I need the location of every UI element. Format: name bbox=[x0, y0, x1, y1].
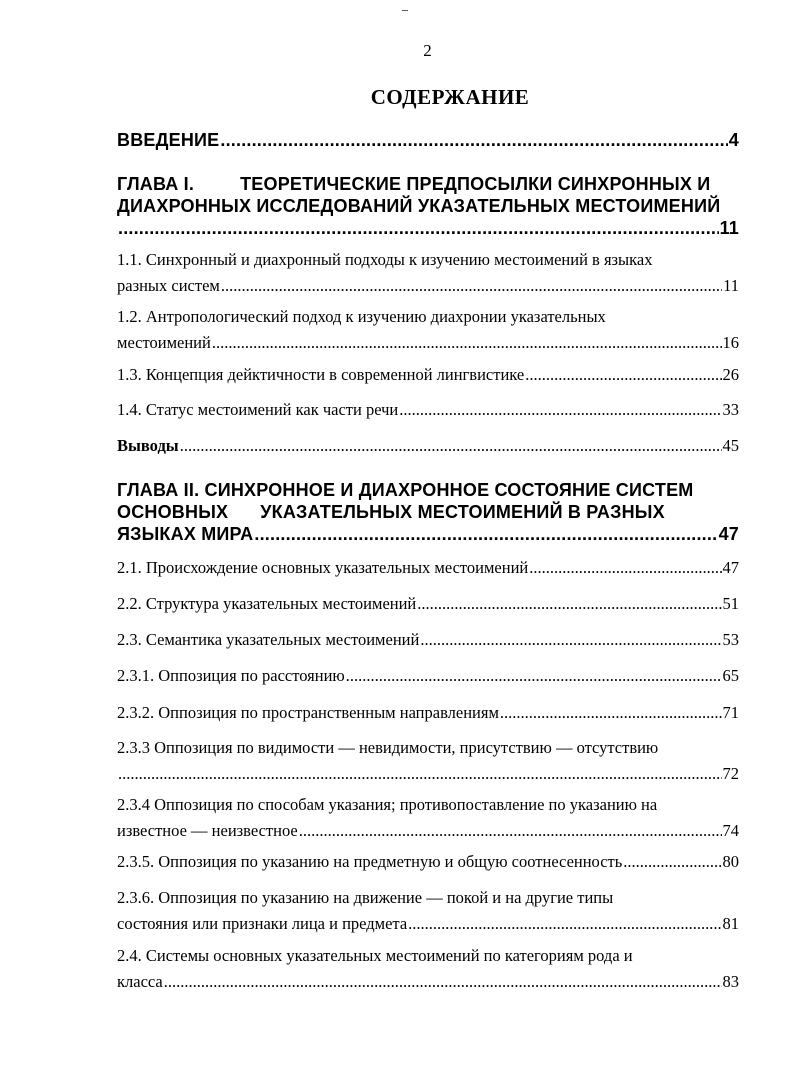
toc-page-number: 4 bbox=[728, 130, 739, 150]
page-number: 2 bbox=[423, 41, 432, 60]
toc-entry-label: 2.3.6. Оппозиция по указанию на движение — покой и на другие типы bbox=[117, 888, 614, 907]
toc-entry-chapter-1[interactable] bbox=[117, 173, 739, 239]
toc-entry-label: ВВЕДЕНИЕ bbox=[117, 130, 220, 150]
toc-page-number: 11 bbox=[719, 218, 739, 238]
toc-entry-label: Выводы bbox=[117, 436, 179, 455]
leader-dots bbox=[212, 330, 722, 356]
toc-entry-2-2[interactable] bbox=[117, 591, 739, 617]
leader-dots bbox=[500, 700, 722, 726]
leader-dots bbox=[525, 362, 721, 388]
toc-page-number: 47 bbox=[722, 558, 739, 577]
toc-entry-label: 1.2. Антропологический подход к изучению диахронии указательных bbox=[117, 307, 606, 326]
toc-entry-label: 2.3.3 Оппозиция по видимости — невидимости, присутствию — отсутствию bbox=[117, 738, 659, 757]
leader-dots bbox=[118, 761, 722, 787]
toc-page-number: 33 bbox=[722, 400, 739, 419]
toc-entry-label-cont: класса bbox=[117, 972, 163, 991]
toc-entry-1-3[interactable] bbox=[117, 362, 739, 388]
leader-dots bbox=[220, 129, 727, 151]
leader-dots bbox=[399, 397, 721, 423]
toc-entry-1-1[interactable] bbox=[117, 247, 739, 299]
toc-entry-label: 2.1. Происхождение основных указательных местоимений bbox=[117, 558, 529, 577]
toc-page-number: 16 bbox=[722, 333, 739, 352]
toc-entry-label: 2.3.1. Оппозиция по расстоянию bbox=[117, 666, 345, 685]
leader-dots bbox=[623, 849, 721, 875]
toc-page-number: 53 bbox=[722, 630, 739, 649]
toc-entry-2-4[interactable] bbox=[117, 943, 739, 995]
toc-entry-chapter-2[interactable] bbox=[117, 479, 739, 545]
toc-entry-label-cont: местоимений bbox=[117, 333, 211, 352]
leader-dots bbox=[164, 969, 722, 995]
toc-page-number: 80 bbox=[722, 852, 739, 871]
toc-page-number: 47 bbox=[718, 524, 739, 544]
toc-entry-label-cont: состояния или признаки лица и предмета bbox=[117, 914, 408, 933]
leader-dots bbox=[118, 217, 719, 239]
leader-dots bbox=[299, 818, 722, 844]
leader-dots bbox=[180, 433, 722, 459]
leader-dots bbox=[529, 555, 721, 581]
toc-entry-label: 2.3.5. Оппозиция по указанию на предметную и общую соотнесенность bbox=[117, 852, 623, 871]
toc-page-number: 65 bbox=[722, 666, 739, 685]
toc-entry-label-cont: разных систем bbox=[117, 276, 220, 295]
toc-entry-intro[interactable] bbox=[117, 129, 739, 151]
toc-entry-label-cont: известное — неизвестное bbox=[117, 821, 298, 840]
toc-entry-2-3-1[interactable] bbox=[117, 663, 739, 689]
toc-page-number: 26 bbox=[722, 365, 739, 384]
toc-entry-label: 1.4. Статус местоимений как части речи bbox=[117, 400, 399, 419]
toc-entry-2-3-3[interactable] bbox=[117, 735, 739, 787]
toc-entry-1-4[interactable] bbox=[117, 397, 739, 423]
leader-dots bbox=[417, 591, 721, 617]
toc-page-number: 81 bbox=[722, 914, 739, 933]
toc-entry-2-3-6[interactable] bbox=[117, 885, 739, 937]
toc-page-number: 83 bbox=[722, 972, 739, 991]
toc-entry-2-3[interactable] bbox=[117, 627, 739, 653]
chapter-title-line1: ТЕОРЕТИЧЕСКИЕ ПРЕДПОСЫЛКИ СИНХРОННЫХ И bbox=[240, 174, 711, 194]
chapter-title-line2: ДИАХРОННЫХ ИССЛЕДОВАНИЙ УКАЗАТЕЛЬНЫХ МЕСТОИМЕНИЙ bbox=[117, 196, 721, 216]
toc-entry-label: 2.4. Системы основных указательных местоимений по категориям рода и bbox=[117, 946, 633, 965]
leader-dots bbox=[408, 911, 721, 937]
page-title: СОДЕРЖАНИЕ bbox=[370, 85, 530, 109]
chapter-title-line1: ГЛАВА II. СИНХРОННОЕ И ДИАХРОННОЕ СОСТОЯНИЕ СИСТЕМ bbox=[117, 480, 694, 500]
toc-page-number: 45 bbox=[722, 436, 739, 455]
toc-entry-label: 2.3. Семантика указательных местоимений bbox=[117, 630, 420, 649]
leader-dots bbox=[254, 523, 717, 545]
toc-entry-2-3-2[interactable] bbox=[117, 700, 739, 726]
leader-dots bbox=[221, 273, 722, 299]
chapter-title-line3: ЯЗЫКАХ МИРА bbox=[117, 524, 254, 544]
toc-page-number: 71 bbox=[722, 703, 739, 722]
toc-page-number: 11 bbox=[723, 276, 739, 295]
toc-entry-label: 1.3. Концепция дейктичности в современной лингвистике bbox=[117, 365, 525, 384]
toc-page-number: 51 bbox=[722, 594, 739, 613]
toc-entry-conclusions[interactable] bbox=[117, 433, 739, 459]
toc-entry-label: 2.3.4 Оппозиция по способам указания; противопоставление по указанию на bbox=[117, 795, 658, 814]
chapter-label: ГЛАВА I. bbox=[117, 174, 195, 194]
leader-dots bbox=[420, 627, 721, 653]
chapter-title-line2b: УКАЗАТЕЛЬНЫХ МЕСТОИМЕНИЙ В РАЗНЫХ bbox=[260, 502, 665, 522]
toc-entry-label: 1.1. Синхронный и диахронный подходы к изучению местоимений в языках bbox=[117, 250, 653, 269]
toc-entry-2-3-4[interactable] bbox=[117, 792, 739, 844]
toc-page-number: 72 bbox=[722, 764, 739, 783]
leader-dots bbox=[346, 663, 722, 689]
toc-entry-label: 2.3.2. Оппозиция по пространственным направлениям bbox=[117, 703, 499, 722]
toc-entry-label: 2.2. Структура указательных местоимений bbox=[117, 594, 417, 613]
toc-entry-2-3-5[interactable] bbox=[117, 849, 739, 875]
toc-page-number: 74 bbox=[722, 821, 739, 840]
scan-mark bbox=[402, 10, 408, 11]
toc-entry-1-2[interactable] bbox=[117, 304, 739, 356]
chapter-title-line2a: ОСНОВНЫХ bbox=[117, 502, 229, 522]
toc-entry-2-1[interactable] bbox=[117, 555, 739, 581]
